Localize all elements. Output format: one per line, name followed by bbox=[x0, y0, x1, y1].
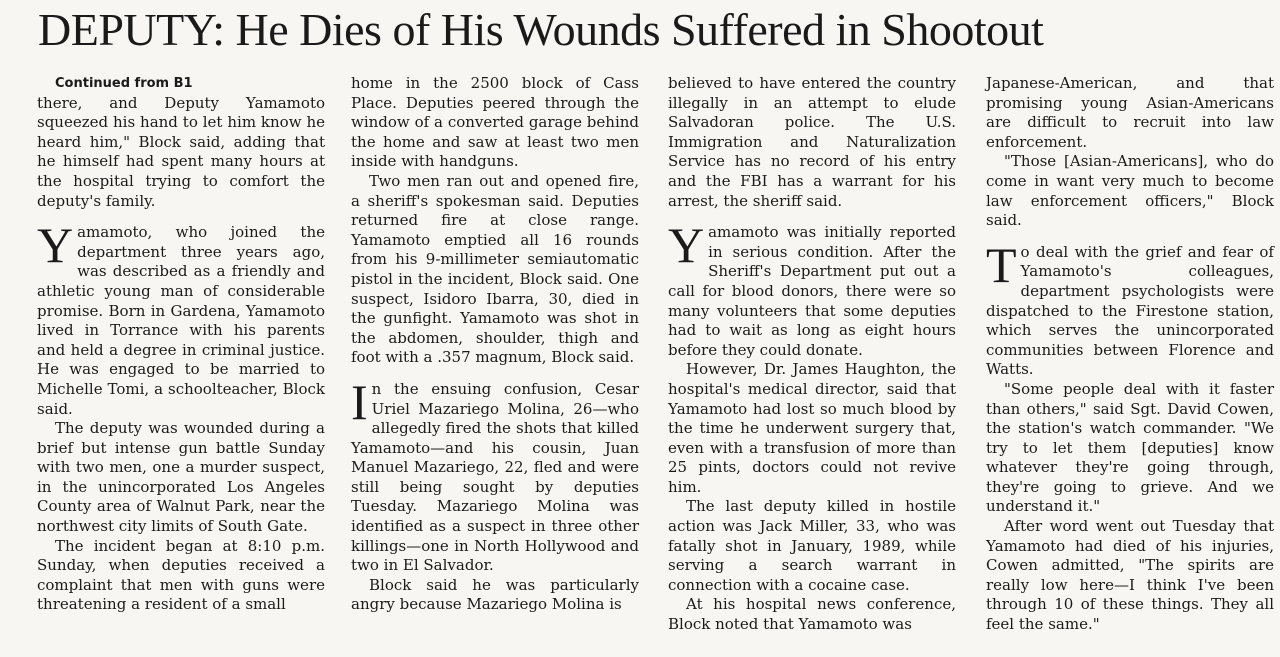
paragraph-text: o deal with the grief and fear of Yamamoto's colleagues, department psychologists were dispatched to the Firestone station, which serves the unincorporated communities between Florence and Watts. bbox=[986, 242, 1274, 379]
paragraph: home in the 2500 block of Cass Place. Deputies peered through the window of a converted garage behind the home and saw at least two men inside with handguns. bbox=[351, 74, 639, 171]
paragraph: At his hospital news conference, Block noted that Yamamoto was bbox=[668, 595, 956, 634]
headline: DEPUTY: He Dies of His Wounds Suffered in Shootout bbox=[38, 4, 1044, 55]
column-4 bbox=[986, 74, 1274, 635]
paragraph: "Some people deal with it faster than others," said Sgt. David Cowen, the station's watch commander. "We try to let them [deputies] know whatever they're going through, they're going to grieve. And we understand it." bbox=[986, 379, 1274, 516]
drop-cap: Y bbox=[37, 217, 74, 274]
paragraph: The last deputy killed in hostile action was Jack Miller, 33, who was fatally shot in January, 1989, while serving a search warrant in connection with a cocaine case. bbox=[668, 497, 956, 594]
paragraph-dropcap bbox=[986, 236, 1274, 380]
paragraph-dropcap bbox=[37, 217, 325, 419]
paragraph: The deputy was wounded during a brief but intense gun battle Sunday with two men, one a murder suspect, in the unincorporated Los Angeles County area of Walnut Park, near the northwest city limits of South Gate. bbox=[37, 419, 325, 536]
paragraph: The incident began at 8:10 p.m. Sunday, when deputies received a complaint that men with guns were threatening a resident of a small bbox=[37, 536, 325, 614]
paragraph: However, Dr. James Haughton, the hospital's medical director, said that Yamamoto had lost so much blood by the time he underwent surgery that, even with a transfusion of more than 25 pints, doctors could not revive him. bbox=[668, 360, 956, 496]
paragraph: Block said he was particularly angry because Mazariego Molina is bbox=[351, 575, 639, 614]
paragraph: After word went out Tuesday that Yamamoto had died of his injuries, Cowen admitted, "The spirits are really low here—I think I've been through 10 of these things. They all feel the same." bbox=[986, 517, 1274, 634]
paragraph: there, and Deputy Yamamoto squeezed his hand to let him know he heard him," Block said, adding that he himself had spent many hours at the hospital trying to comfort the deputy's family. bbox=[37, 93, 325, 210]
paragraph: believed to have entered the country illegally in an attempt to elude Salvadoran police. The U.S. Immigration and Naturalization Service has no record of his entry and the FBI has a warrant for his arrest, the sheriff said. bbox=[668, 74, 956, 210]
paragraph-dropcap bbox=[668, 217, 956, 360]
column-3 bbox=[668, 74, 956, 635]
paragraph-text: amamoto, who joined the department three years ago, was described as a friendly and athletic young man of considerable promise. Born in Gardena, Yamamoto lived in Torrance with his parents and held a degree in criminal justice. He was engaged to be married to Michelle Tomi, a schoolteacher, Block said. bbox=[37, 223, 325, 418]
column-1 bbox=[37, 74, 325, 615]
drop-cap: T bbox=[986, 236, 1017, 293]
paragraph: Japanese-American, and that promising young Asian-Americans are difficult to recruit into law enforcement. bbox=[986, 74, 1274, 151]
paragraph-dropcap bbox=[351, 373, 639, 576]
paragraph: Two men ran out and opened fire, a sheriff's spokesman said. Deputies returned fire at close range. Yamamoto emptied all 16 rounds from his 9-millimeter semiautomatic pistol in the incident, Block said. One suspect, Isidoro Ibarra, 30, died in the gunfight. Yamamoto was shot in the abdomen, shoulder, thigh and foot with a .357 magnum, Block said. bbox=[351, 171, 639, 367]
paragraph: "Those [Asian-Americans], who do come in want very much to become law enforcement officers," Block said. bbox=[986, 152, 1274, 230]
paragraph-text: n the ensuing confusion, Cesar Uriel Mazariego Molina, 26—who allegedly fired the shots that killed Yamamoto—and his cousin, Juan Manuel Mazariego, 22, fled and were still being sought by deputies Tuesday. Mazariego Molina was identified as a suspect in three other killings—one in North Hollywood and two in El Salvador. bbox=[351, 379, 639, 575]
column-2 bbox=[351, 74, 639, 615]
paragraph-text: amamoto was initially reported in serious condition. After the Sheriff's Department put out a call for blood donors, there were so many volunteers that some deputies had to wait as long as eight hours before they could donate. bbox=[668, 223, 956, 359]
drop-cap: Y bbox=[668, 217, 705, 274]
drop-cap: I bbox=[351, 373, 368, 430]
continued-label: Continued from B1 bbox=[55, 76, 193, 91]
